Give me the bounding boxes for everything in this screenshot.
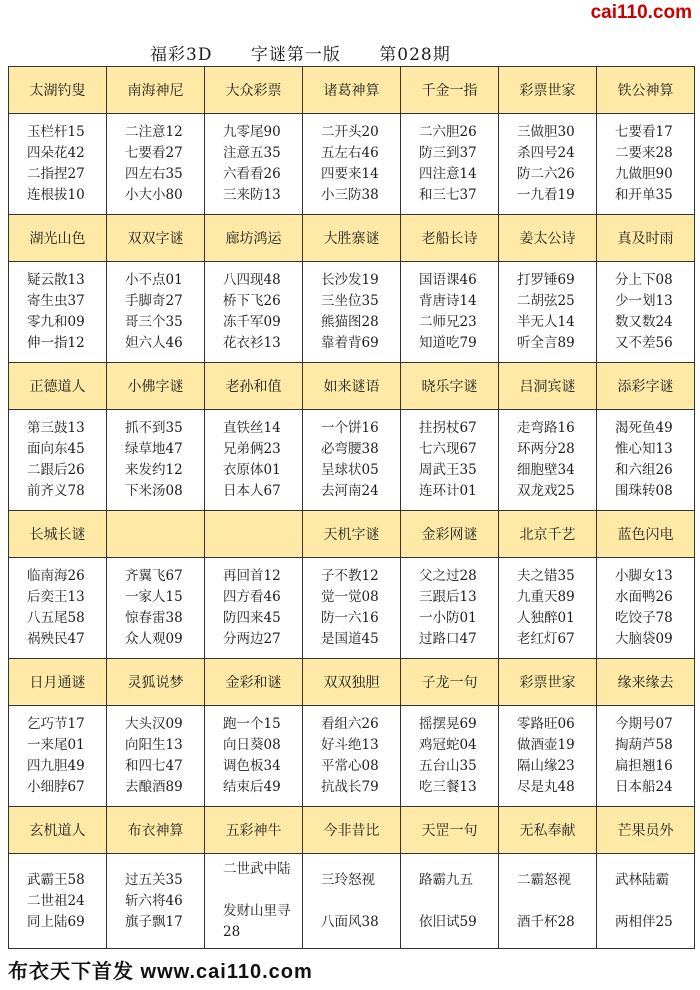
- header-row: [8, 511, 696, 558]
- riddle-line: 一个饼16: [321, 420, 379, 436]
- riddle-line: 背唐诗14: [419, 293, 477, 309]
- riddle-line: 熊猫图28: [321, 314, 379, 330]
- column-header: 金彩网谜: [400, 510, 499, 558]
- riddle-line: 伸一指12: [27, 335, 85, 351]
- column-header: 姜太公诗: [498, 214, 597, 262]
- riddle-line: 三坐位35: [321, 293, 379, 309]
- riddle-line: 吃三餐13: [419, 779, 477, 795]
- site-logo[interactable]: cai110.com: [590, 2, 692, 23]
- column-header: 老船长诗: [400, 214, 499, 262]
- riddle-cell: [596, 261, 695, 363]
- riddle-line: 防四来45: [223, 610, 281, 626]
- riddle-row: [8, 114, 696, 215]
- riddle-line: 四方看46: [223, 589, 281, 605]
- riddle-line: 过五关35: [125, 871, 183, 888]
- header-row: [8, 659, 696, 706]
- riddle-line: 拄拐杖67: [419, 420, 477, 436]
- column-header: 太湖钓叟: [8, 66, 107, 114]
- riddle-line: 二跟后26: [27, 462, 85, 478]
- column-header: 玄机道人: [8, 806, 107, 854]
- riddle-row: [8, 706, 696, 807]
- riddle-line: 大脑袋09: [615, 631, 673, 647]
- footer-banner: 布衣天下首发 www.cai110.com: [0, 954, 700, 990]
- column-header: 吕洞宾谜: [498, 362, 597, 410]
- riddle-line: 分两边27: [223, 631, 281, 647]
- riddle-cell: [498, 261, 597, 363]
- riddle-line: 隔山缘23: [517, 758, 575, 774]
- riddle-cell: [498, 409, 597, 511]
- riddle-line: 平常心08: [321, 758, 379, 774]
- riddle-cell: [8, 557, 107, 659]
- riddle-line: 二要来28: [615, 145, 673, 161]
- riddle-line: 二注意12: [125, 124, 183, 140]
- column-header: 诸葛神算: [302, 66, 401, 114]
- riddle-line: 来发约12: [125, 462, 183, 478]
- riddle-line: 调色板34: [223, 758, 281, 774]
- riddle-line: 小脚女13: [615, 568, 673, 584]
- header-row: [8, 67, 696, 114]
- riddle-line: 三玲怒视: [321, 871, 375, 888]
- riddle-line: 向阳生13: [125, 737, 183, 753]
- riddle-line: 衣原体01: [223, 462, 281, 478]
- riddle-line: 花衣衫13: [223, 335, 281, 351]
- header-row: [8, 215, 696, 262]
- riddle-line: 九重天89: [517, 589, 575, 605]
- column-header: 彩票世家: [498, 66, 597, 114]
- riddle-line: 四朵花42: [27, 145, 85, 161]
- column-header: 灵狐说梦: [106, 658, 205, 706]
- riddle-line: 扁担翘16: [615, 758, 673, 774]
- header-row: [8, 807, 696, 854]
- riddle-line: 冻千军09: [223, 314, 281, 330]
- riddle-line: 周武王35: [419, 462, 477, 478]
- riddle-line: 长沙发19: [321, 272, 379, 288]
- riddle-line: 零九和09: [27, 314, 85, 330]
- riddle-line: 五左右46: [321, 145, 379, 161]
- column-header: 金彩和谜: [204, 658, 303, 706]
- column-header: 缘来缘去: [596, 658, 695, 706]
- column-header: 天罡一句: [400, 806, 499, 854]
- riddle-cell: [596, 113, 695, 215]
- column-header: 老孙和值: [204, 362, 303, 410]
- riddle-cell: [204, 853, 303, 949]
- riddle-cell: [498, 557, 597, 659]
- riddle-line: 寄生虫37: [27, 293, 85, 309]
- riddle-cell: [106, 705, 205, 807]
- riddle-line: 去河南24: [321, 483, 379, 499]
- riddle-line: [517, 891, 596, 912]
- riddle-line: 齐翼飞67: [125, 568, 183, 584]
- column-header: 双双独胆: [302, 658, 401, 706]
- riddle-cell: [400, 705, 499, 807]
- riddle-line: 惊春雷38: [125, 610, 183, 626]
- column-header: 蓝色闪电: [596, 510, 695, 558]
- riddle-line: 众人观09: [125, 631, 183, 647]
- riddle-line: 手脚奇27: [125, 293, 183, 309]
- riddle-line: 武林陆霸: [615, 871, 669, 888]
- riddle-cell: [596, 409, 695, 511]
- riddle-line: 同上陆69: [27, 913, 85, 930]
- riddle-cell: [204, 705, 303, 807]
- riddle-line: 妲六人46: [125, 335, 183, 351]
- riddle-line: 呈球状05: [321, 462, 379, 478]
- riddle-line: 鸡冠蛇04: [419, 737, 477, 753]
- riddle-line: 防二六26: [517, 166, 575, 182]
- riddle-line: 路霸九五: [419, 871, 473, 888]
- riddle-line: 去酿酒89: [125, 779, 183, 795]
- riddle-line: 看组六26: [321, 716, 379, 732]
- riddle-line: 必弯腰38: [321, 441, 379, 457]
- riddle-line: 日本人67: [223, 483, 281, 499]
- riddle-line: 靠着背69: [321, 335, 379, 351]
- riddle-line: 二开头20: [321, 124, 379, 140]
- riddle-line: 杀四号24: [517, 145, 575, 161]
- riddle-line: 一小防01: [419, 610, 477, 626]
- riddle-line: 摇摆晃69: [419, 716, 477, 732]
- riddle-cell: [204, 261, 303, 363]
- riddle-line: 八四现48: [223, 272, 281, 288]
- riddle-cell: [204, 113, 303, 215]
- riddle-line: 是国道45: [321, 631, 379, 647]
- riddle-line: 二六胆26: [419, 124, 477, 140]
- riddle-line: 和四七47: [125, 758, 183, 774]
- column-header: 彩票世家: [498, 658, 597, 706]
- riddle-line: 四九胆49: [27, 758, 85, 774]
- riddle-cell: [106, 113, 205, 215]
- riddle-cell: [8, 113, 107, 215]
- riddle-row: [8, 410, 696, 511]
- riddle-cell: [106, 409, 205, 511]
- riddle-line: 武霸王58: [27, 871, 85, 888]
- riddle-cell: [302, 409, 401, 511]
- riddle-line: 尽是丸48: [517, 779, 575, 795]
- riddle-line: 少一划13: [615, 293, 673, 309]
- riddle-cell: [302, 557, 401, 659]
- column-header: 天机字谜: [302, 510, 401, 558]
- riddle-cell: [302, 853, 401, 949]
- riddle-cell: [498, 113, 597, 215]
- riddle-line: 一来尾01: [27, 737, 85, 753]
- column-header: [106, 510, 205, 558]
- column-header: 布衣神算: [106, 806, 205, 854]
- riddle-line: 四要来14: [321, 166, 379, 182]
- riddle-line: 疑云散13: [27, 272, 85, 288]
- riddle-cell: [400, 853, 499, 949]
- riddle-line: 和三七37: [419, 187, 477, 203]
- riddle-cell: [8, 409, 107, 511]
- riddle-line: 乞巧节17: [27, 716, 85, 732]
- riddle-cell: [498, 705, 597, 807]
- riddle-line: 父之过28: [419, 568, 477, 584]
- column-header: 真及时雨: [596, 214, 695, 262]
- riddle-line: 小三防38: [321, 187, 379, 203]
- riddle-line: 桥下飞26: [223, 293, 281, 309]
- riddle-line: 好斗绝13: [321, 737, 379, 753]
- riddle-line: 小不点01: [125, 272, 183, 288]
- riddle-line: 二指捏27: [27, 166, 85, 182]
- column-header: 无私奉献: [498, 806, 597, 854]
- riddle-line: [615, 891, 694, 912]
- riddle-row: [8, 558, 696, 659]
- riddle-line: 七要看27: [125, 145, 183, 161]
- riddle-line: 小细脖67: [27, 779, 85, 795]
- riddle-line: 人独醉01: [517, 610, 575, 626]
- riddle-cell: [106, 557, 205, 659]
- riddle-line: 四注意14: [419, 166, 477, 182]
- riddle-line: 酒千杯28: [517, 913, 575, 930]
- column-header: 大众彩票: [204, 66, 303, 114]
- riddle-line: 过路口47: [419, 631, 477, 647]
- riddle-line: 走弯路16: [517, 420, 575, 436]
- column-header: 五彩神牛: [204, 806, 303, 854]
- riddle-cell: [400, 557, 499, 659]
- riddle-line: 连环计01: [419, 483, 477, 499]
- riddle-line: 跑一个15: [223, 716, 281, 732]
- riddle-cell: [596, 853, 695, 949]
- column-header: 正德道人: [8, 362, 107, 410]
- riddle-cell: [302, 113, 401, 215]
- riddle-line: 五台山35: [419, 758, 477, 774]
- riddle-line: 兄弟俩23: [223, 441, 281, 457]
- column-header: 日月通谜: [8, 658, 107, 706]
- riddle-line: 八面风38: [321, 913, 379, 930]
- riddle-row: [8, 262, 696, 363]
- riddle-line: 向日葵08: [223, 737, 281, 753]
- riddle-line: 环两分28: [517, 441, 575, 457]
- riddle-line: 防一六16: [321, 610, 379, 626]
- riddle-cell: [498, 853, 597, 949]
- riddle-line: 觉一觉08: [321, 589, 379, 605]
- riddle-cell: [596, 557, 695, 659]
- riddle-line: 直铁丝14: [223, 420, 281, 436]
- riddle-line: 哥三个35: [125, 314, 183, 330]
- column-header: 铁公神算: [596, 66, 695, 114]
- riddle-line: 做酒壶19: [517, 737, 575, 753]
- riddle-line: 三跟后13: [419, 589, 477, 605]
- riddle-line: 连根拔10: [27, 187, 85, 203]
- riddle-line: 掏葫芦58: [615, 737, 673, 753]
- riddle-line: 大头汉09: [125, 716, 183, 732]
- riddle-line: 子不教12: [321, 568, 379, 584]
- riddle-line: 细胞壁34: [517, 462, 575, 478]
- riddle-line: 三来防13: [223, 187, 281, 203]
- column-header: 添彩字谜: [596, 362, 695, 410]
- riddle-line: 两相伴25: [615, 913, 673, 930]
- riddle-cell: [106, 261, 205, 363]
- riddle-line: 结束后49: [223, 779, 281, 795]
- riddle-line: 绿草地47: [125, 441, 183, 457]
- riddle-cell: [204, 557, 303, 659]
- riddle-line: 斩六将46: [125, 892, 183, 909]
- riddle-line: 一九看19: [517, 187, 575, 203]
- riddle-cell: [8, 705, 107, 807]
- riddle-line: 后奕王13: [27, 589, 85, 605]
- riddle-line: 今期号07: [615, 716, 673, 732]
- riddle-line: 国语课46: [419, 272, 477, 288]
- riddle-line: 六看看26: [223, 166, 281, 182]
- riddle-line: 注意五35: [223, 145, 281, 161]
- column-header: 廊坊鸿运: [204, 214, 303, 262]
- riddle-line: 四左右35: [125, 166, 183, 182]
- column-header: 今非昔比: [302, 806, 401, 854]
- riddle-line: 抓不到35: [125, 420, 183, 436]
- riddle-line: 分上下08: [615, 272, 673, 288]
- riddle-line: 半无人14: [517, 314, 575, 330]
- column-header: 晓乐字谜: [400, 362, 499, 410]
- column-header: 长城长谜: [8, 510, 107, 558]
- riddle-line: 和开单35: [615, 187, 673, 203]
- riddle-line: 第三鼓13: [27, 420, 85, 436]
- riddle-line: 二师兄23: [419, 314, 477, 330]
- riddle-line: 二世武中陆: [223, 861, 291, 877]
- riddle-line: 渴死鱼49: [615, 420, 673, 436]
- riddle-line: 一家人15: [125, 589, 183, 605]
- riddle-line: 祸殃民47: [27, 631, 85, 647]
- riddle-line: 再回首12: [223, 568, 281, 584]
- column-header: 双双字谜: [106, 214, 205, 262]
- riddle-line: 九做胆90: [615, 166, 673, 182]
- column-header: 湖光山色: [8, 214, 107, 262]
- riddle-line: 玉栏杆15: [27, 124, 85, 140]
- column-header: 北京千艺: [498, 510, 597, 558]
- column-header: 小佛字谜: [106, 362, 205, 410]
- page-title: 福彩3D 字谜第一版 第028期: [150, 45, 451, 65]
- riddle-line: 和六组26: [615, 462, 673, 478]
- column-header: 芒果员外: [596, 806, 695, 854]
- riddle-line: 夫之错35: [517, 568, 575, 584]
- riddle-line: 抗战长79: [321, 779, 379, 795]
- riddle-line: 八五尾58: [27, 610, 85, 626]
- riddle-line: 双龙戏25: [517, 483, 575, 499]
- riddle-cell: [302, 261, 401, 363]
- riddle-line: 吃饺子78: [615, 610, 673, 626]
- riddle-line: 小大小80: [125, 187, 183, 203]
- header-row: [8, 363, 696, 410]
- riddle-cell: [400, 113, 499, 215]
- riddle-line: 老红灯67: [517, 631, 575, 647]
- riddle-cell: [8, 853, 107, 949]
- column-header: 南海神尼: [106, 66, 205, 114]
- column-header: 大胜寨谜: [302, 214, 401, 262]
- riddle-line: 水面鸭26: [615, 589, 673, 605]
- riddle-line: 零路旺06: [517, 716, 575, 732]
- riddle-table: [8, 67, 696, 949]
- riddle-cell: [400, 409, 499, 511]
- riddle-cell: [106, 853, 205, 949]
- riddle-line: 又不差56: [615, 335, 673, 351]
- riddle-line: 日本船24: [615, 779, 673, 795]
- riddle-cell: [8, 261, 107, 363]
- column-header: 子龙一句: [400, 658, 499, 706]
- riddle-line: 二世祖24: [27, 892, 85, 909]
- riddle-line: 七要看17: [615, 124, 673, 140]
- column-header: 如来谜语: [302, 362, 401, 410]
- riddle-line: 面向东45: [27, 441, 85, 457]
- riddle-line: 知道吃79: [419, 335, 477, 351]
- riddle-line: 临南海26: [27, 568, 85, 584]
- riddle-cell: [400, 261, 499, 363]
- riddle-line: 下米汤08: [125, 483, 183, 499]
- riddle-line: 旗子飘17: [125, 913, 183, 930]
- riddle-line: 惟心知13: [615, 441, 673, 457]
- riddle-line: 二霸怒视: [517, 871, 571, 888]
- riddle-line: 三做胆30: [517, 124, 575, 140]
- riddle-line: [419, 891, 498, 912]
- riddle-line: 数又数24: [615, 314, 673, 330]
- riddle-cell: [204, 409, 303, 511]
- riddle-cell: [596, 705, 695, 807]
- riddle-line: 九零尾90: [223, 124, 281, 140]
- riddle-line: 打罗锤69: [517, 272, 575, 288]
- column-header: [204, 510, 303, 558]
- riddle-line: [321, 891, 400, 912]
- column-header: 千金一指: [400, 66, 499, 114]
- riddle-line: 发财山里寻28: [223, 903, 291, 940]
- riddle-line: 七六现67: [419, 441, 477, 457]
- riddle-line: 二胡弦25: [517, 293, 575, 309]
- riddle-line: 依旧试59: [419, 913, 477, 930]
- riddle-line: 听全言89: [517, 335, 575, 351]
- riddle-line: 防三到37: [419, 145, 477, 161]
- riddle-line: 前齐义78: [27, 483, 85, 499]
- riddle-cell: [302, 705, 401, 807]
- riddle-line: 围珠转08: [615, 483, 673, 499]
- riddle-line: [223, 880, 302, 901]
- riddle-row: [8, 854, 696, 949]
